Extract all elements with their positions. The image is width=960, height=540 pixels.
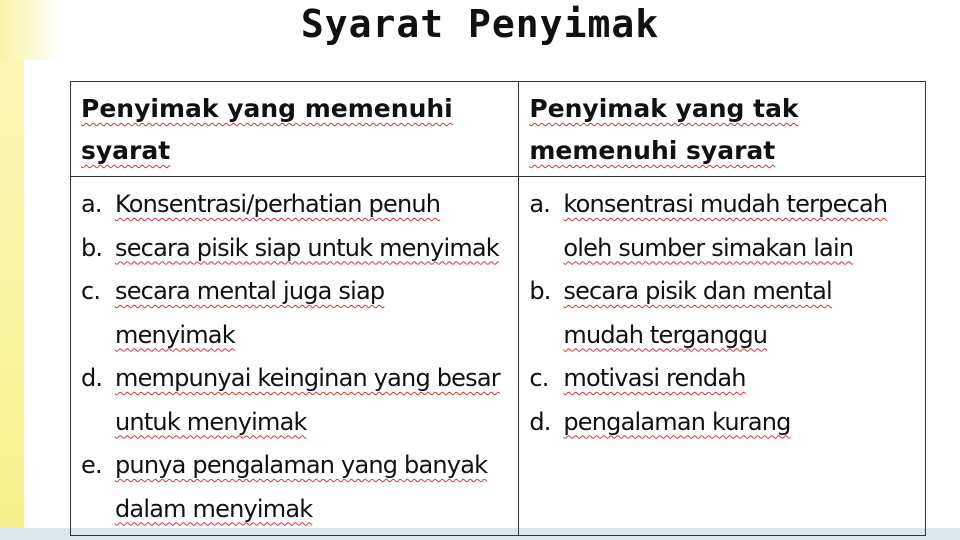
table-body-row [71,177,926,536]
list-item [81,270,508,357]
left-decoration-strip [0,60,24,528]
list-text: konsentrasi mudah terpecah oleh sumber simakan lain [563,190,888,262]
list-marker: d. [81,364,103,392]
list-item [81,227,508,271]
list-text: secara pisik dan mental mudah terganggu [563,277,832,349]
unqualified-list-cell [519,177,926,536]
list-text: Konsentrasi/perhatian penuh [115,190,441,218]
list-marker: a. [529,190,551,218]
listener-requirements-table [70,81,926,536]
list-item [529,401,915,445]
list-marker: c. [529,364,549,392]
list-item [529,183,915,270]
list-marker: b. [529,277,551,305]
header-unqualified [519,82,926,177]
list-marker: a. [81,190,102,218]
qualified-list-cell [71,177,519,536]
list-item [81,444,508,531]
list-item [529,270,915,357]
list-marker: c. [81,277,101,305]
list-text: punya pengalaman yang banyak dalam menyimak [115,451,488,523]
list-text: motivasi rendah [563,364,746,392]
slide-title: Syarat Penyimak [300,2,660,46]
unqualified-list [529,183,915,444]
header-qualified-text: Penyimak yang memenuhi syarat [81,94,453,165]
header-qualified [71,82,519,177]
list-marker: b. [81,233,103,262]
table-header-row [71,82,926,177]
list-marker: e. [81,451,102,479]
list-item [529,357,915,401]
header-unqualified-text: Penyimak yang tak memenuhi syarat [529,94,799,165]
list-text: mempunyai keinginan yang besar untuk menyimak [115,364,500,436]
qualified-list [81,183,508,531]
list-text: pengalaman kurang [563,407,791,436]
list-text: secara mental juga siap menyimak [115,277,385,349]
list-item [81,183,508,227]
list-item [81,357,508,444]
list-text: secara pisik siap untuk menyimak [115,233,499,262]
list-marker: d. [529,407,551,436]
